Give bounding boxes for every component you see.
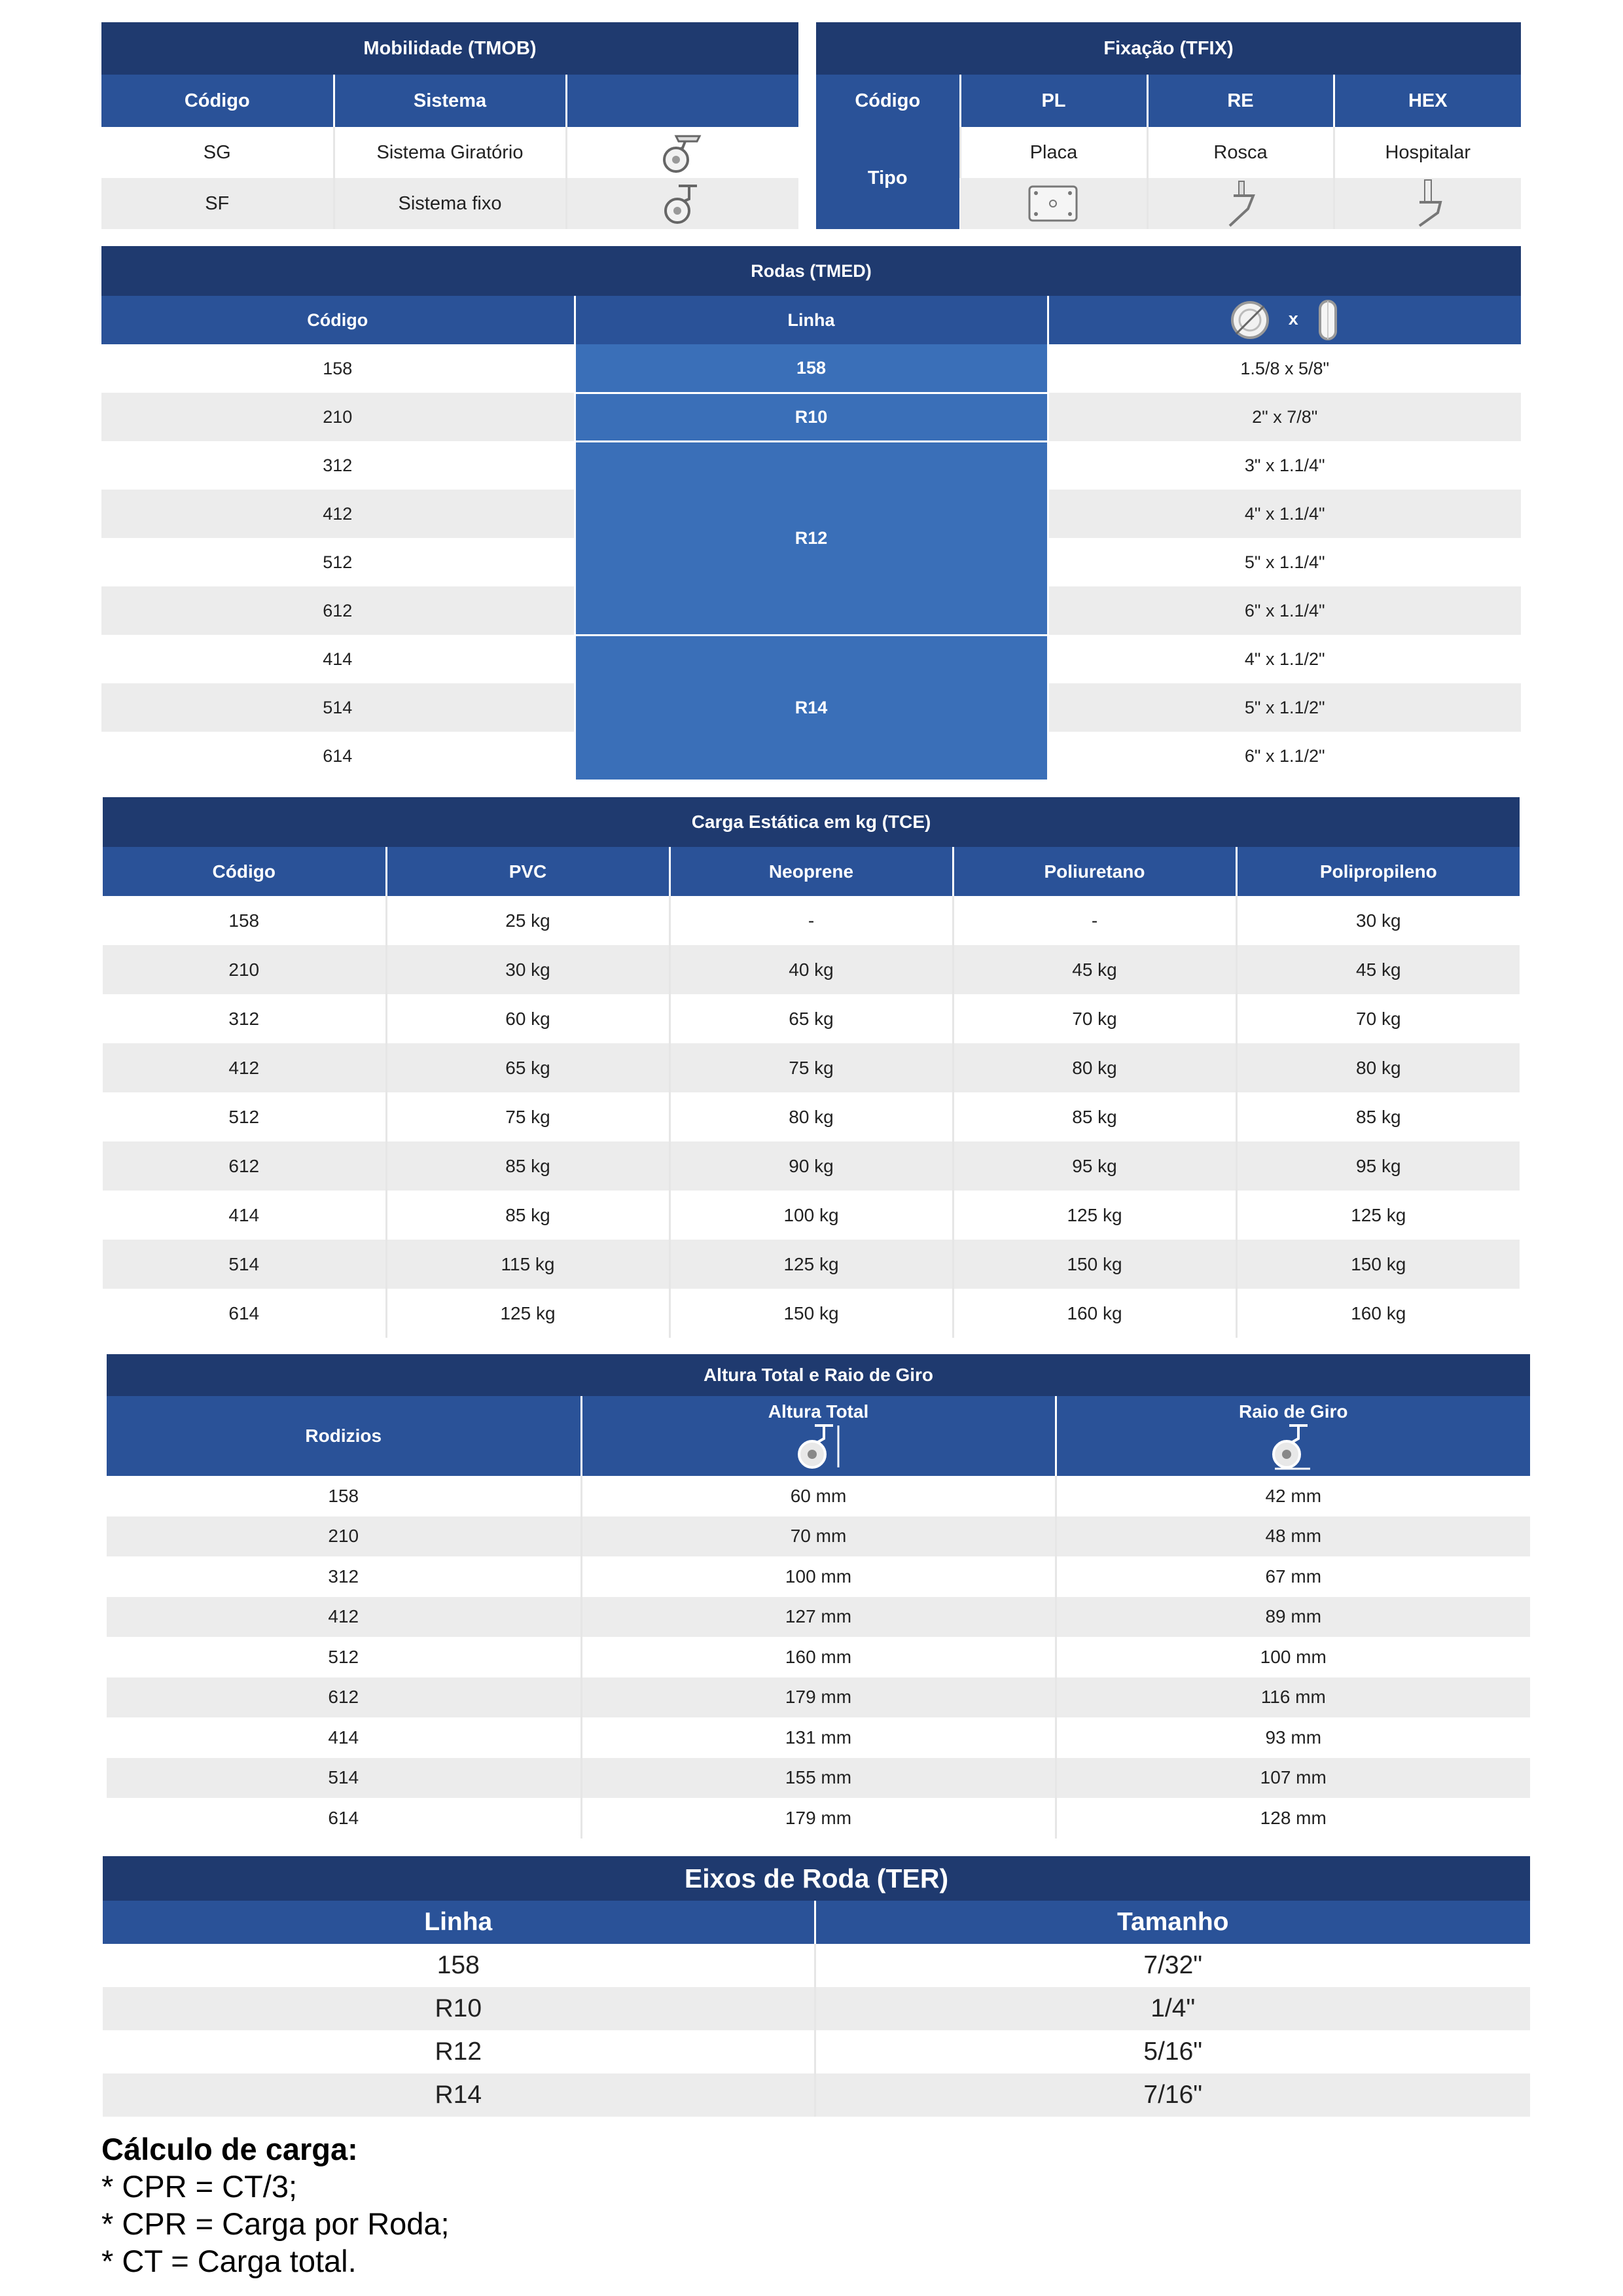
carga-cell: 65 kg: [386, 1043, 669, 1092]
carga-cell: 150 kg: [953, 1240, 1236, 1289]
carga-cell: 90 kg: [669, 1141, 953, 1191]
carga-cell: 40 kg: [669, 945, 953, 994]
altura-cell: 155 mm: [581, 1758, 1056, 1799]
carga-cell: 150 kg: [669, 1289, 953, 1338]
fixed-caster-icon: [656, 182, 709, 225]
carga-cell: 85 kg: [386, 1191, 669, 1240]
altura-cell: 100 mm: [1056, 1637, 1530, 1677]
table-row: [103, 1987, 1530, 2030]
carga-cell: 512: [103, 1092, 386, 1141]
carga-cell: -: [669, 896, 953, 945]
thread-stem-icon: [1218, 180, 1264, 227]
calculo-line: * CT = Carga total.: [101, 2244, 357, 2278]
calculo-line: * CPR = CT/3;: [101, 2169, 298, 2204]
col-header-re: RE: [1147, 75, 1334, 127]
hospital-stem-icon: [1405, 179, 1451, 228]
rodas-codigo: 512: [101, 538, 575, 586]
rodas-codigo: 614: [101, 732, 575, 780]
rodas-title: Rodas (TMED): [101, 246, 1521, 296]
carga-cell: 160 kg: [1236, 1289, 1520, 1338]
col-header-polipropileno: Polipropileno: [1236, 847, 1520, 896]
col-header-icon: [566, 75, 798, 127]
rodas-medida: 5" x 1.1/2": [1048, 683, 1521, 732]
col-header-codigo: Código: [101, 296, 575, 344]
carga-cell: 45 kg: [1236, 945, 1520, 994]
linha-r14: R14: [575, 635, 1048, 780]
rodas-medida: 5" x 1.1/4": [1048, 538, 1521, 586]
col-header-altura-total: Altura Total: [768, 1401, 869, 1422]
table-row: [103, 994, 1520, 1043]
col-header-codigo: Código: [816, 75, 960, 127]
mobilidade-codigo: SF: [101, 178, 334, 229]
tipo-placa: Placa: [960, 127, 1147, 178]
carga-cell: 70 kg: [953, 994, 1236, 1043]
altura-cell: 179 mm: [581, 1798, 1056, 1839]
carga-cell: 75 kg: [669, 1043, 953, 1092]
carga-cell: 612: [103, 1141, 386, 1191]
col-header-hex: HEX: [1334, 75, 1521, 127]
mobilidade-sistema: Sistema Giratório: [334, 127, 566, 178]
table-row: [103, 1240, 1520, 1289]
eixos-cell: 1/4": [815, 1987, 1530, 2030]
eixos-cell: R14: [103, 2073, 815, 2117]
table-row: [107, 1798, 1530, 1839]
carga-cell: 414: [103, 1191, 386, 1240]
table-row: [107, 1758, 1530, 1799]
col-header-poliuretano: Poliuretano: [953, 847, 1236, 896]
calculo-section: [101, 2130, 450, 2280]
rodas-codigo: 412: [101, 490, 575, 538]
wheel-width-icon: [1316, 298, 1340, 342]
carga-cell: 115 kg: [386, 1240, 669, 1289]
carga-cell: 158: [103, 896, 386, 945]
col-header-rodizios: Rodizios: [107, 1396, 581, 1476]
carga-cell: 30 kg: [1236, 896, 1520, 945]
carga-cell: 80 kg: [953, 1043, 1236, 1092]
altura-cell: 93 mm: [1056, 1717, 1530, 1758]
altura-cell: 160 mm: [581, 1637, 1056, 1677]
fixacao-title: Fixação (TFIX): [816, 22, 1521, 75]
altura-cell: 89 mm: [1056, 1597, 1530, 1638]
eixos-title: Eixos de Roda (TER): [103, 1856, 1530, 1901]
col-header-codigo: Código: [101, 75, 334, 127]
linha-r10: R10: [575, 393, 1048, 441]
tipo-rosca: Rosca: [1147, 127, 1334, 178]
col-header-linha: Linha: [103, 1901, 815, 1944]
rodas-codigo: 158: [101, 344, 575, 393]
col-header-tamanho: Tamanho: [815, 1901, 1530, 1944]
col-header-linha: Linha: [575, 296, 1048, 344]
rodas-medida: 6" x 1.1/2": [1048, 732, 1521, 780]
carga-cell: 95 kg: [953, 1141, 1236, 1191]
rodas-codigo: 514: [101, 683, 575, 732]
table-row: [103, 2073, 1530, 2117]
carga-cell: 614: [103, 1289, 386, 1338]
eixos-cell: R10: [103, 1987, 815, 2030]
table-row: [107, 1677, 1530, 1718]
altura-cell: 179 mm: [581, 1677, 1056, 1718]
carga-cell: 80 kg: [669, 1092, 953, 1141]
carga-cell: 160 kg: [953, 1289, 1236, 1338]
col-header-pl: PL: [960, 75, 1147, 127]
carga-body: [103, 896, 1520, 1338]
carga-cell: 514: [103, 1240, 386, 1289]
rodas-codigo: 612: [101, 586, 575, 635]
eixos-cell: 7/32": [815, 1944, 1530, 1987]
carga-cell: 95 kg: [1236, 1141, 1520, 1191]
altura-cell: 414: [107, 1717, 581, 1758]
linha-r12: R12: [575, 441, 1048, 635]
eixos-table: [103, 1856, 1530, 2117]
carga-cell: -: [953, 896, 1236, 945]
rodas-medida: 6" x 1.1/4": [1048, 586, 1521, 635]
altura-cell: 67 mm: [1056, 1556, 1530, 1597]
carga-cell: 412: [103, 1043, 386, 1092]
swivel-radius-icon: [1267, 1423, 1319, 1471]
rodas-codigo: 210: [101, 393, 575, 441]
col-header-codigo: Código: [103, 847, 386, 896]
altura-body: [107, 1476, 1530, 1839]
altura-title: Altura Total e Raio de Giro: [107, 1354, 1530, 1396]
altura-cell: 612: [107, 1677, 581, 1718]
carga-cell: 30 kg: [386, 945, 669, 994]
table-row: [103, 1944, 1530, 1987]
eixos-cell: 5/16": [815, 2030, 1530, 2073]
carga-cell: 100 kg: [669, 1191, 953, 1240]
table-row: [101, 127, 798, 178]
altura-cell: 158: [107, 1476, 581, 1516]
altura-cell: 514: [107, 1758, 581, 1799]
altura-table: [107, 1354, 1530, 1839]
rodas-table: [101, 246, 1521, 781]
rodas-medida: 4" x 1.1/4": [1048, 490, 1521, 538]
altura-cell: 60 mm: [581, 1476, 1056, 1516]
altura-cell: 116 mm: [1056, 1677, 1530, 1718]
col-header-sistema: Sistema: [334, 75, 566, 127]
mobilidade-title: Mobilidade (TMOB): [101, 22, 798, 75]
carga-cell: 25 kg: [386, 896, 669, 945]
dimension-separator: x: [1288, 309, 1298, 329]
rodas-medida: 4" x 1.1/2": [1048, 635, 1521, 683]
carga-cell: 150 kg: [1236, 1240, 1520, 1289]
altura-cell: 312: [107, 1556, 581, 1597]
altura-cell: 412: [107, 1597, 581, 1638]
carga-cell: 80 kg: [1236, 1043, 1520, 1092]
table-row: [107, 1476, 1530, 1516]
carga-cell: 45 kg: [953, 945, 1236, 994]
table-row: [107, 1556, 1530, 1597]
linha-158: 158: [575, 344, 1048, 393]
table-row: [107, 1597, 1530, 1638]
altura-cell: 42 mm: [1056, 1476, 1530, 1516]
altura-cell: 70 mm: [581, 1516, 1056, 1557]
carga-table: [103, 797, 1520, 1338]
table-row: [101, 178, 798, 229]
caster-height-icon: [793, 1423, 845, 1471]
tipo-label: Tipo: [816, 127, 960, 229]
carga-cell: 85 kg: [386, 1141, 669, 1191]
carga-cell: 125 kg: [386, 1289, 669, 1338]
carga-cell: 85 kg: [1236, 1092, 1520, 1141]
eixos-body: [103, 1944, 1530, 2117]
altura-cell: 210: [107, 1516, 581, 1557]
fixacao-table: [816, 22, 1521, 229]
carga-cell: 70 kg: [1236, 994, 1520, 1043]
carga-cell: 75 kg: [386, 1092, 669, 1141]
altura-cell: 48 mm: [1056, 1516, 1530, 1557]
mobilidade-table: [101, 22, 798, 229]
rodas-medida: 2" x 7/8": [1048, 393, 1521, 441]
carga-cell: 125 kg: [953, 1191, 1236, 1240]
carga-cell: 210: [103, 945, 386, 994]
rodas-medida: 1.5/8 x 5/8": [1048, 344, 1521, 393]
rodas-codigo: 312: [101, 441, 575, 490]
carga-cell: 85 kg: [953, 1092, 1236, 1141]
eixos-cell: 7/16": [815, 2073, 1530, 2117]
plate-mount-icon: [1026, 183, 1080, 224]
eixos-cell: 158: [103, 1944, 815, 1987]
eixos-cell: R12: [103, 2030, 815, 2073]
table-row: [107, 1516, 1530, 1557]
table-row: [103, 896, 1520, 945]
table-row: [103, 1092, 1520, 1141]
carga-cell: 312: [103, 994, 386, 1043]
swivel-caster-icon: [656, 131, 709, 174]
col-header-pvc: PVC: [386, 847, 669, 896]
carga-cell: 125 kg: [1236, 1191, 1520, 1240]
altura-cell: 131 mm: [581, 1717, 1056, 1758]
rodas-medida: 3" x 1.1/4": [1048, 441, 1521, 490]
altura-cell: 127 mm: [581, 1597, 1056, 1638]
carga-cell: 60 kg: [386, 994, 669, 1043]
col-header-raio-de-giro: Raio de Giro: [1239, 1401, 1348, 1422]
rodas-codigo: 414: [101, 635, 575, 683]
tipo-hospitalar: Hospitalar: [1334, 127, 1521, 178]
table-row: [103, 945, 1520, 994]
table-row: [103, 2030, 1530, 2073]
table-row: [103, 1289, 1520, 1338]
table-row: [103, 1191, 1520, 1240]
altura-cell: 512: [107, 1637, 581, 1677]
carga-cell: 125 kg: [669, 1240, 953, 1289]
mobilidade-sistema: Sistema fixo: [334, 178, 566, 229]
carga-cell: 65 kg: [669, 994, 953, 1043]
altura-cell: 614: [107, 1798, 581, 1839]
table-row: [107, 1637, 1530, 1677]
altura-cell: 128 mm: [1056, 1798, 1530, 1839]
altura-cell: 100 mm: [581, 1556, 1056, 1597]
table-row: [103, 1043, 1520, 1092]
wheel-diameter-icon: [1230, 300, 1270, 340]
calculo-heading: Cálculo de carga:: [101, 2132, 358, 2166]
calculo-line: * CPR = Carga por Roda;: [101, 2206, 450, 2241]
mobilidade-codigo: SG: [101, 127, 334, 178]
altura-cell: 107 mm: [1056, 1758, 1530, 1799]
table-row: [107, 1717, 1530, 1758]
col-header-neoprene: Neoprene: [669, 847, 953, 896]
table-row: [103, 1141, 1520, 1191]
carga-title: Carga Estática em kg (TCE): [103, 797, 1520, 847]
